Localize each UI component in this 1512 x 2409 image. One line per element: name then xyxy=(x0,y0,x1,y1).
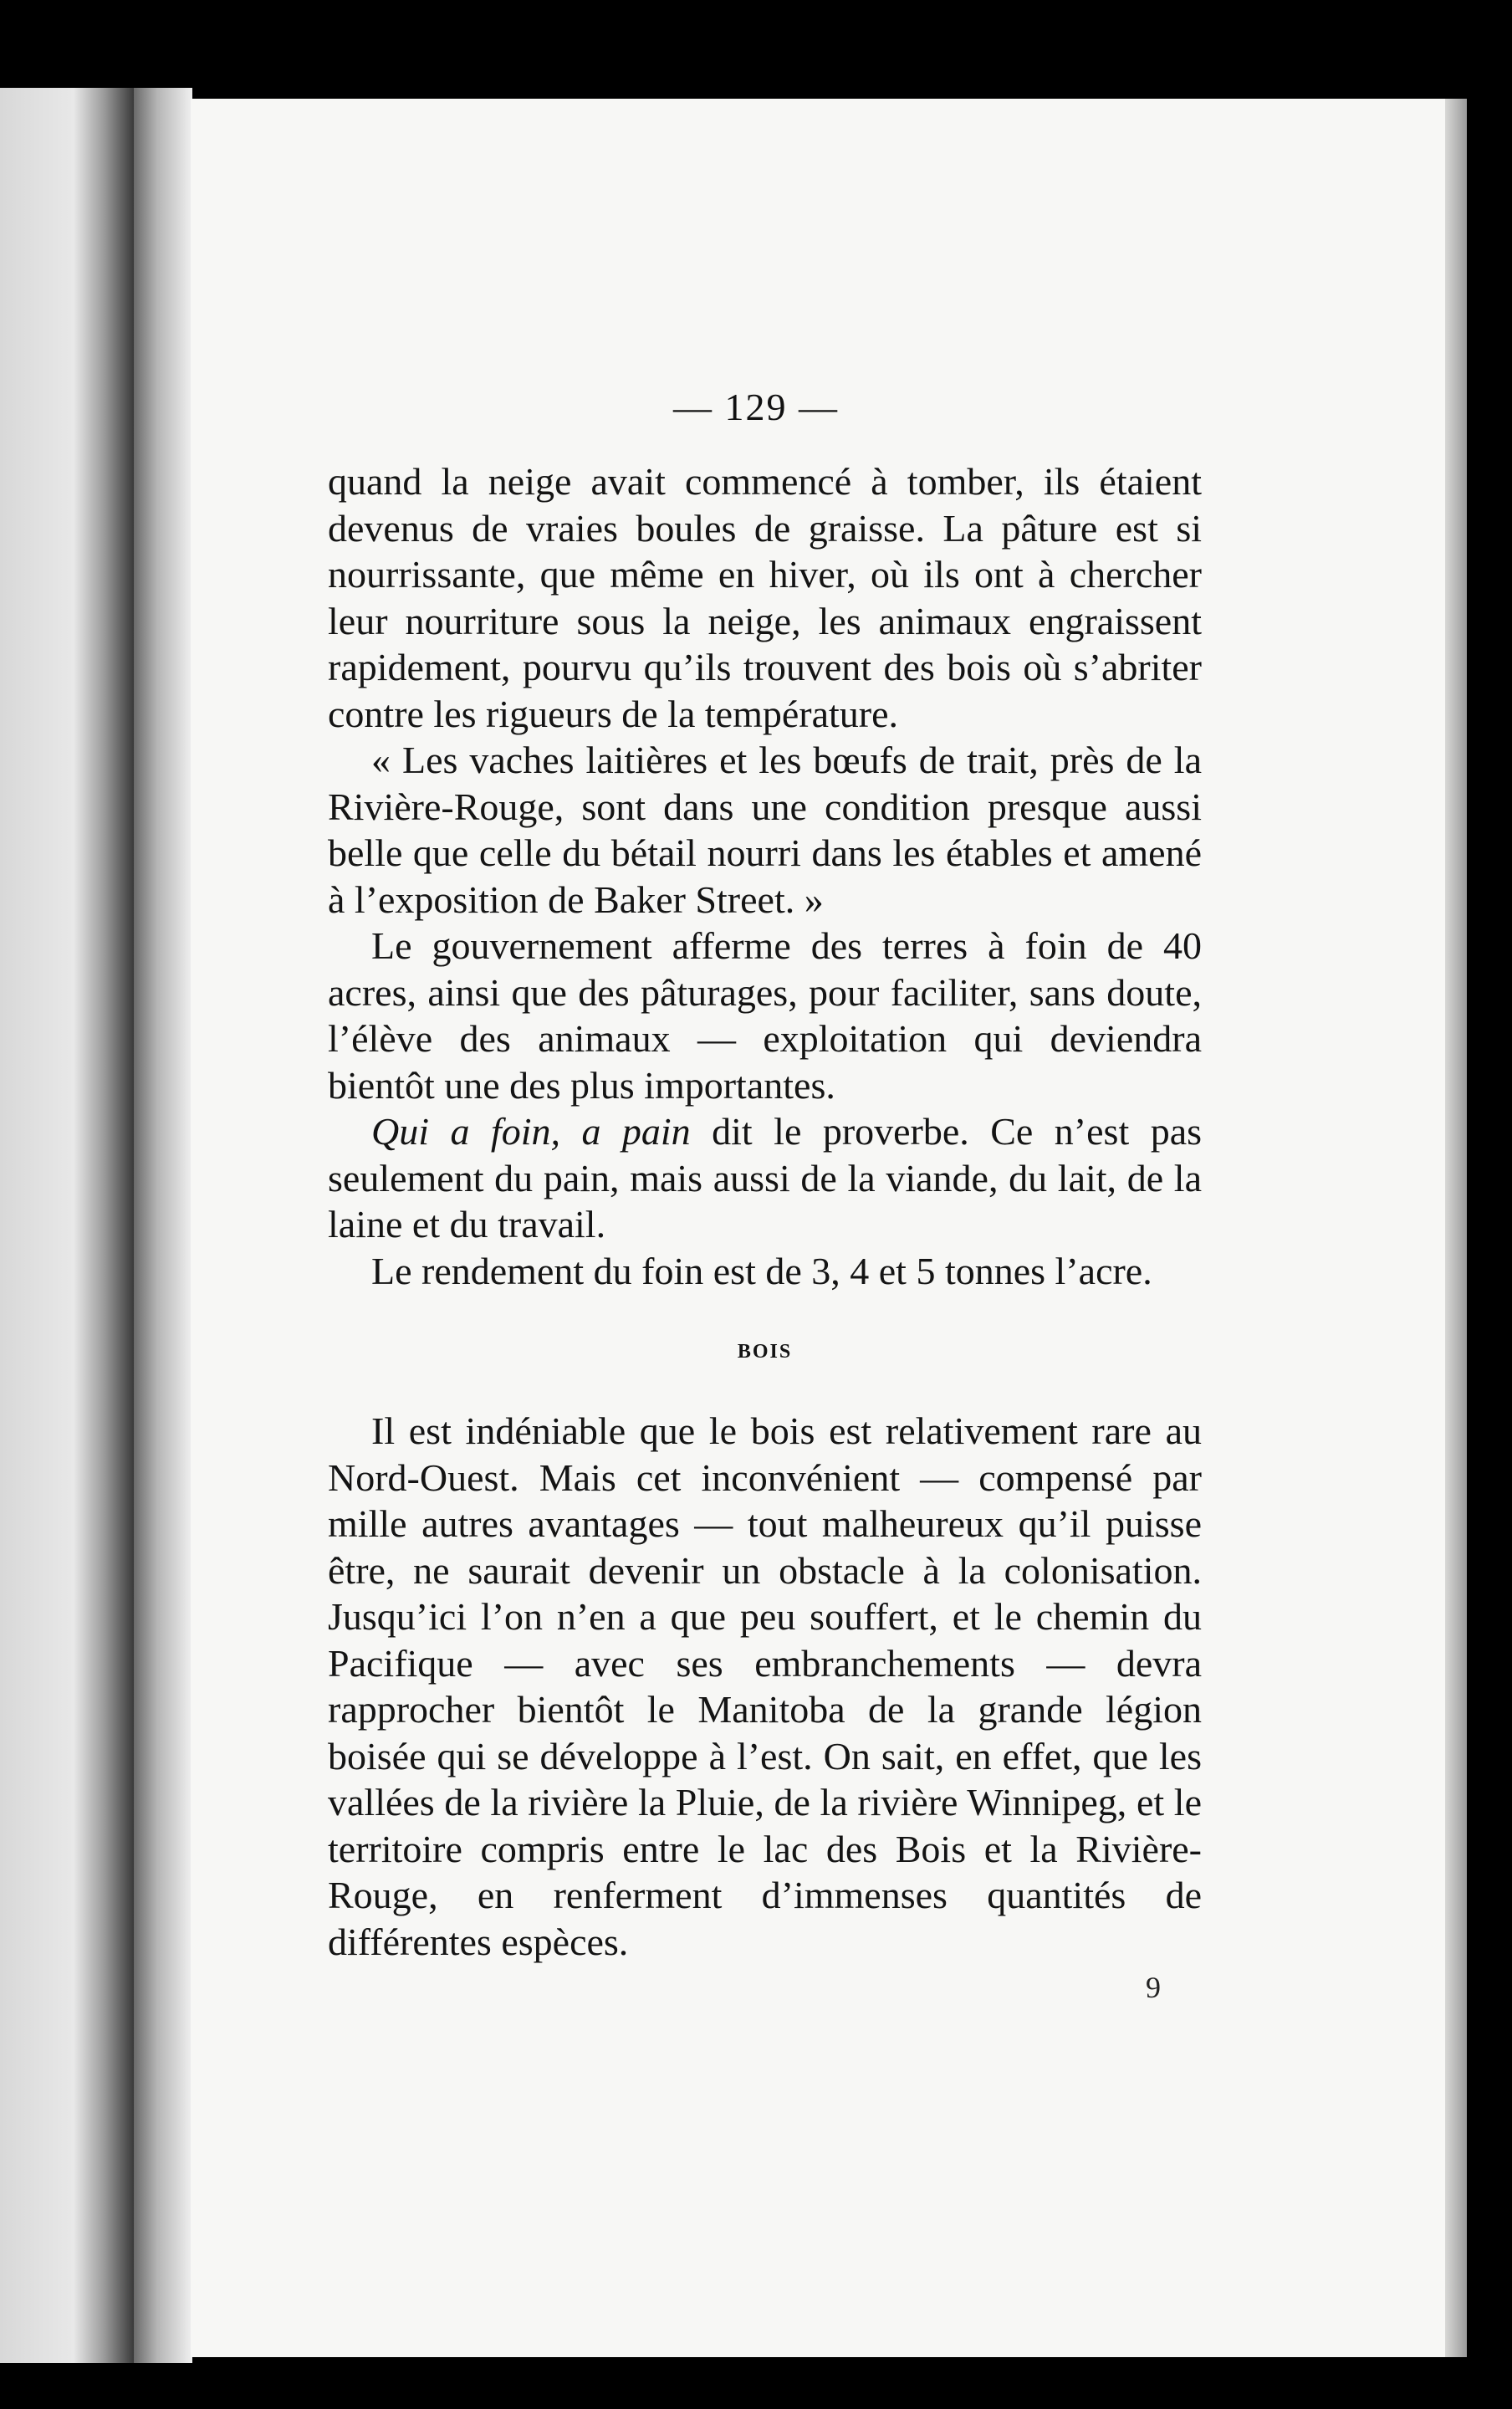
signature-mark: 9 xyxy=(1146,1971,1161,2004)
proverb-italic: Qui a foin, a pain xyxy=(371,1110,691,1153)
section-heading: BOIS xyxy=(737,1341,793,1363)
paragraph-continued: quand la neige avait commencé à tomber, ils étaient devenus de vraies boules de graisse. La pâture est si nourrissante, que même en hiver, où ils ont à chercher leur nourriture sous la neige, les animaux engraissent rapidement, pourvu qu’ils trouvent des bois où s’abriter contre les rigueurs de la température. xyxy=(328,460,1202,735)
paragraph-proverb xyxy=(328,1108,1202,1248)
paragraph-government: Le gouvernement afferme des terres à foin de 40 acres, ainsi que des pâturages, pour faciliter, sans doute, l’élève des animaux — exploitation qui deviendra bientôt une des plus importantes. xyxy=(328,924,1202,1107)
paragraph-quote: « Les vaches laitières et les bœufs de trait, près de la Rivière-Rouge, sont dans une condition presque aussi belle que celle du bétail nourri dans les étables et amené à l’exposition de Baker Street. » xyxy=(328,739,1202,921)
proverb-rest: dit le proverbe. Ce n’est pas seulement du pain, mais aussi de la viande, du lait, de la laine et du travail. xyxy=(328,1110,1203,1245)
body-text xyxy=(328,458,1202,1965)
page-left-edge xyxy=(0,88,134,2363)
page-number: — 129 — xyxy=(673,386,839,428)
page-right-edge xyxy=(1445,99,1467,2357)
paragraph-hay-yield: Le rendement du foin est de 3, 4 et 5 tonnes l’acre. xyxy=(371,1249,1152,1292)
binding-gutter-shadow xyxy=(134,88,192,2363)
paragraph-bois: Il est indéniable que le bois est relativement rare au Nord-Ouest. Mais cet inconvénient — compensé par mille autres avantages — tout malheureux qu’il puisse être, ne saurait devenir un obstacle à la colonisation. Jusqu’ici l’on n’en a que peu souffert, et le chemin du Pacifique — avec ses embranchements — devra rapprocher bientôt le Manitoba de la grande légion boisée qui se développe à l’est. On sait, en effet, que les vallées de la rivière la Pluie, de la rivière Winnipeg, et le territoire compris entre le lac des Bois et la Rivière-Rouge, en renferment d’immenses quantités de différentes espèces. xyxy=(328,1409,1202,1963)
